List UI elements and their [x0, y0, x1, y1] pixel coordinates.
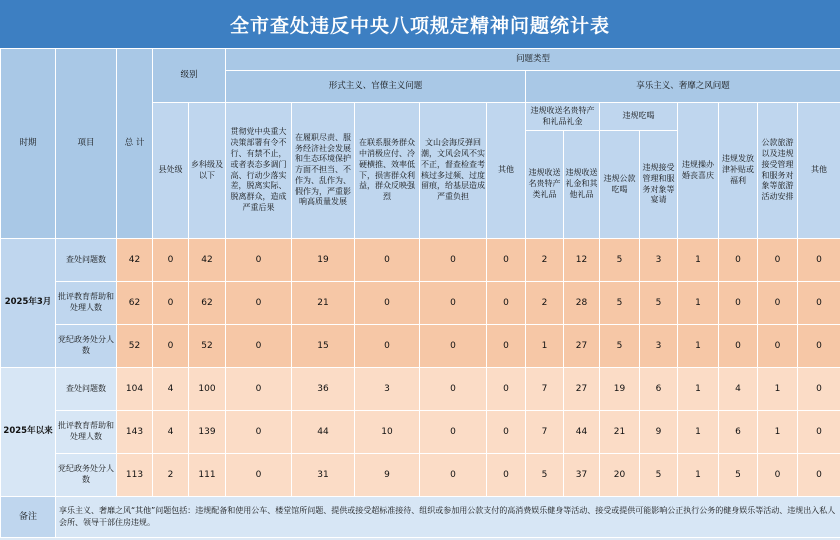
value-cell: 6 — [719, 411, 758, 454]
value-cell: 1 — [678, 239, 719, 282]
formalism-header: 形式主义、官僚主义问题 — [226, 71, 526, 103]
value-cell: 27 — [564, 325, 600, 368]
value-cell: 3 — [640, 325, 678, 368]
value-cell: 0 — [355, 325, 420, 368]
value-cell: 1 — [678, 368, 719, 411]
value-cell: 1 — [678, 282, 719, 325]
value-cell: 0 — [798, 368, 840, 411]
value-cell: 20 — [600, 454, 640, 497]
value-cell: 1 — [758, 411, 798, 454]
value-cell: 0 — [420, 454, 487, 497]
table-row — [1, 282, 840, 325]
formalism-type-4: 文山会海反弹回潮，文风会风不实不正，督查检查考核过多过频、过度留痕，给基层造成严重负担 — [420, 103, 487, 239]
remarks-text: 享乐主义、奢靡之风“其他”问题包括：违规配备和使用公车、楼堂馆所问题、提供或接受超标准接待、组织或参加用公款支付的高消费娱乐健身等活动、接受或提供可能影响公正执行公务的健身娱乐等活动、违规出入私人会所、领导干部住房违规。 — [56, 497, 840, 538]
value-cell: 52 — [189, 325, 226, 368]
value-cell: 5 — [526, 454, 564, 497]
level-county-header: 县处级 — [153, 103, 189, 239]
value-cell: 2 — [526, 239, 564, 282]
item-cell: 党纪政务处分人数 — [56, 325, 117, 368]
gift-header: 违规收送名贵特产和礼品礼金 — [526, 103, 600, 131]
value-cell: 42 — [117, 239, 153, 282]
value-cell: 0 — [153, 239, 189, 282]
item-cell: 党纪政务处分人数 — [56, 454, 117, 497]
table-row — [1, 325, 840, 368]
value-cell: 5 — [640, 454, 678, 497]
value-cell: 12 — [564, 239, 600, 282]
period-header: 时期 — [1, 49, 56, 239]
value-cell: 0 — [355, 282, 420, 325]
item-cell: 批评教育帮助和处理人数 — [56, 282, 117, 325]
gift-sub-1: 违规收送名贵特产类礼品 — [526, 131, 564, 239]
value-cell: 0 — [798, 325, 840, 368]
level-township-header: 乡科级及以下 — [189, 103, 226, 239]
value-cell: 0 — [226, 368, 292, 411]
value-cell: 3 — [355, 368, 420, 411]
value-cell: 0 — [153, 282, 189, 325]
value-cell: 0 — [226, 325, 292, 368]
value-cell: 100 — [189, 368, 226, 411]
item-cell: 查处问题数 — [56, 239, 117, 282]
value-cell: 37 — [564, 454, 600, 497]
value-cell: 0 — [355, 239, 420, 282]
value-cell: 7 — [526, 368, 564, 411]
formalism-type-1: 贯彻党中央重大决策部署有令不行、有禁不止，或者表态多调门高、行动少落实差，脱离实际、脱离群众，造成严重后果 — [226, 103, 292, 239]
hedonism-other: 其他 — [798, 103, 840, 239]
value-cell: 0 — [420, 282, 487, 325]
value-cell: 2 — [153, 454, 189, 497]
value-cell: 0 — [487, 325, 526, 368]
formalism-other: 其他 — [487, 103, 526, 239]
item-header: 项目 — [56, 49, 117, 239]
value-cell: 9 — [355, 454, 420, 497]
value-cell: 6 — [640, 368, 678, 411]
value-cell: 104 — [117, 368, 153, 411]
value-cell: 143 — [117, 411, 153, 454]
value-cell: 139 — [189, 411, 226, 454]
hedonism-header: 享乐主义、奢靡之风问题 — [526, 71, 840, 103]
table-body — [1, 239, 840, 497]
value-cell: 0 — [758, 239, 798, 282]
value-cell: 21 — [292, 282, 355, 325]
gift-sub-2: 违规收送礼金和其他礼品 — [564, 131, 600, 239]
value-cell: 9 — [640, 411, 678, 454]
item-cell: 批评教育帮助和处理人数 — [56, 411, 117, 454]
value-cell: 0 — [420, 325, 487, 368]
value-cell: 19 — [600, 368, 640, 411]
value-cell: 15 — [292, 325, 355, 368]
value-cell: 5 — [600, 325, 640, 368]
meal-header: 违规吃喝 — [600, 103, 678, 131]
table-row — [1, 454, 840, 497]
value-cell: 0 — [798, 239, 840, 282]
table-row — [1, 411, 840, 454]
hedonism-type-4: 违规发放津补贴或福利 — [719, 103, 758, 239]
formalism-type-2: 在履职尽责、服务经济社会发展和生态环境保护方面不担当、不作为、乱作为、假作为，严重影响高质量发展 — [292, 103, 355, 239]
meal-sub-2: 违规接受管理和服务对象等宴请 — [640, 131, 678, 239]
value-cell: 0 — [798, 282, 840, 325]
value-cell: 27 — [564, 368, 600, 411]
remarks-label: 备注 — [1, 497, 56, 538]
value-cell: 44 — [564, 411, 600, 454]
value-cell: 4 — [153, 411, 189, 454]
hedonism-type-5: 公款旅游以及违规接受管理和服务对象等旅游活动安排 — [758, 103, 798, 239]
table-title: 全市查处违反中央八项规定精神问题统计表 — [0, 0, 840, 48]
value-cell: 1 — [678, 411, 719, 454]
value-cell: 5 — [600, 239, 640, 282]
value-cell: 36 — [292, 368, 355, 411]
period-cell: 2025年3月 — [1, 239, 56, 368]
item-cell: 查处问题数 — [56, 368, 117, 411]
value-cell: 44 — [292, 411, 355, 454]
value-cell: 0 — [226, 454, 292, 497]
value-cell: 1 — [678, 325, 719, 368]
value-cell: 1 — [758, 368, 798, 411]
period-cell: 2025年以来 — [1, 368, 56, 497]
table-row — [1, 368, 840, 411]
value-cell: 0 — [758, 325, 798, 368]
value-cell: 52 — [117, 325, 153, 368]
value-cell: 5 — [600, 282, 640, 325]
value-cell: 0 — [758, 282, 798, 325]
value-cell: 5 — [719, 454, 758, 497]
level-header: 级别 — [153, 49, 226, 103]
value-cell: 5 — [640, 282, 678, 325]
value-cell: 62 — [189, 282, 226, 325]
value-cell: 0 — [226, 239, 292, 282]
value-cell: 10 — [355, 411, 420, 454]
value-cell: 0 — [420, 239, 487, 282]
value-cell: 28 — [564, 282, 600, 325]
total-header: 总 计 — [117, 49, 153, 239]
value-cell: 19 — [292, 239, 355, 282]
table-row — [1, 239, 840, 282]
value-cell: 0 — [153, 325, 189, 368]
value-cell: 0 — [798, 454, 840, 497]
value-cell: 0 — [719, 239, 758, 282]
value-cell: 0 — [420, 368, 487, 411]
value-cell: 1 — [526, 325, 564, 368]
value-cell: 21 — [600, 411, 640, 454]
value-cell: 7 — [526, 411, 564, 454]
value-cell: 0 — [487, 368, 526, 411]
value-cell: 2 — [526, 282, 564, 325]
value-cell: 31 — [292, 454, 355, 497]
formalism-type-3: 在联系服务群众中消极应付、冷硬横推、效率低下，损害群众利益，群众反映强烈 — [355, 103, 420, 239]
value-cell: 0 — [798, 411, 840, 454]
value-cell: 0 — [487, 282, 526, 325]
value-cell: 0 — [487, 454, 526, 497]
value-cell: 0 — [226, 411, 292, 454]
value-cell: 113 — [117, 454, 153, 497]
meal-sub-1: 违规公款吃喝 — [600, 131, 640, 239]
value-cell: 0 — [487, 239, 526, 282]
value-cell: 0 — [758, 454, 798, 497]
value-cell: 4 — [153, 368, 189, 411]
value-cell: 0 — [487, 411, 526, 454]
value-cell: 1 — [678, 454, 719, 497]
value-cell: 111 — [189, 454, 226, 497]
hedonism-type-3: 违规操办婚丧喜庆 — [678, 103, 719, 239]
value-cell: 0 — [420, 411, 487, 454]
value-cell: 42 — [189, 239, 226, 282]
value-cell: 0 — [719, 282, 758, 325]
value-cell: 0 — [226, 282, 292, 325]
value-cell: 0 — [719, 325, 758, 368]
value-cell: 3 — [640, 239, 678, 282]
value-cell: 62 — [117, 282, 153, 325]
statistics-table — [0, 48, 840, 538]
problem-type-header: 问题类型 — [226, 49, 840, 71]
value-cell: 4 — [719, 368, 758, 411]
